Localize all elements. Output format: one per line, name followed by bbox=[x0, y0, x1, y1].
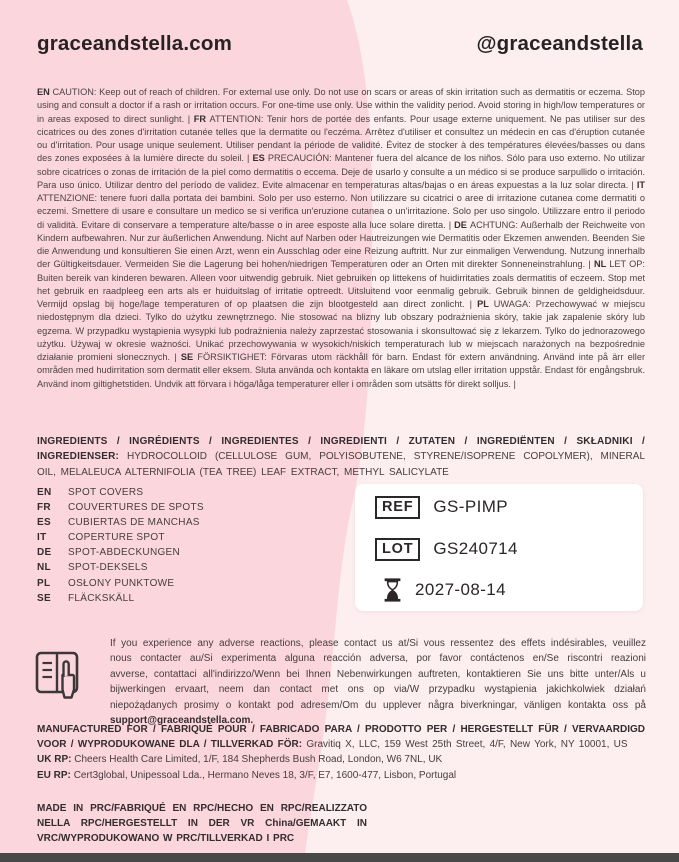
adverse-reactions-paragraph bbox=[110, 636, 646, 729]
caution-lang-code: DE bbox=[454, 219, 470, 230]
caution-lang-code: ES bbox=[252, 153, 268, 164]
product-name-lang-code: ES bbox=[37, 517, 51, 529]
support-email: support@graceandstella.com. bbox=[110, 715, 254, 727]
product-name-lang-code: PL bbox=[37, 577, 51, 589]
eu-rp-line bbox=[37, 768, 645, 783]
product-name-text: SPOT-ABDECKUNGEN bbox=[68, 547, 181, 559]
ref-symbol: REF bbox=[375, 496, 420, 519]
uk-rp-line bbox=[37, 752, 645, 767]
product-name-lang-code: DE bbox=[37, 547, 52, 559]
product-name-row bbox=[37, 502, 204, 517]
ingredients-paragraph bbox=[37, 434, 645, 480]
expiry-date: 2027-08-14 bbox=[415, 580, 506, 599]
brand-social-handle: @graceandstella bbox=[476, 32, 643, 55]
info-box bbox=[355, 484, 643, 611]
product-name-row bbox=[37, 547, 204, 562]
product-name-lang-code: FR bbox=[37, 502, 51, 514]
product-name-row bbox=[37, 517, 204, 532]
lot-row bbox=[375, 537, 518, 561]
uk-rp-address: Cheers Health Care Limited, 1/F, 184 Shepherds Bush Road, London, W6 7NL, UK bbox=[74, 754, 443, 766]
product-names-list bbox=[37, 487, 204, 608]
manufacturer-name-address: Gravitiq X, LLC, 159 West 25th Street, 4/F, New York, NY 10001, US bbox=[306, 739, 628, 751]
caution-lang-code: NL bbox=[593, 259, 610, 270]
product-name-row bbox=[37, 487, 204, 502]
ingredients-header-label: INGREDIENTS / INGRÉDIENTS / INGREDIENTES / INGREDIENTI / ZUTATEN / INGREDIËNTEN / SKŁADNIKI / INGREDIENSER: bbox=[37, 436, 645, 463]
product-name-lang-code: IT bbox=[37, 532, 47, 544]
ref-value: GS-PIMP bbox=[433, 497, 508, 516]
expiry-row bbox=[384, 578, 506, 602]
hourglass-icon bbox=[384, 578, 401, 602]
product-name-text: OSŁONY PUNKTOWE bbox=[68, 577, 175, 589]
product-name-lang-code: NL bbox=[37, 562, 51, 574]
adverse-reactions-text: If you experience any adverse reactions, please contact us at/Si vous ressentez des effets indésirables, veuillez nous contacter au/Si experimenta alguna reacción adversa, por favor contáctenos en/Se riscontri reazioni avverse, contattaci all'indirizzo/Wenn bei Ihnen Nebenwirkungen auftreten, kontaktieren Sie uns bitte unter/Als u bijwerkingen ervaart, neem dan contact met ons op via/W przypadku wystąpienia jakichkolwiek działań niepożądanych prosimy o kontakt pod adresem/Om du upplever några biverkningar, vänligen kontakta oss på bbox=[110, 638, 646, 711]
consult-instructions-booklet-icon bbox=[35, 651, 79, 705]
product-name-lang-code: EN bbox=[37, 487, 52, 498]
ref-row bbox=[375, 495, 508, 519]
caution-lang-code: PL bbox=[477, 299, 494, 310]
ingredients-value: HYDROCOLLOID (CELLULOSE GUM, POLYISOBUTENE, STYRENE/ISOPRENE COPOLYMER), MINERAL OIL, MELALEUCA ALTERNIFOLIA (TEA TREE) LEAF EXTRACT, METHYL SALICYLATE bbox=[37, 451, 645, 478]
eu-rp-address: Cert3global, Unipessoal Lda., Hermano Neves 18, 3/F, E7, 1600-477, Lisbon, Portugal bbox=[73, 769, 457, 781]
manufactured-for-label: MANUFACTURED FOR / FABRIQUÉ POUR / FABRICADO PARA / PRODOTTO PER / HERGESTELLT FÜR / VERVAARDIGD VOOR / WYPRODUKOWANE DLA / TILLVERKAD FÖR: bbox=[37, 724, 645, 751]
product-name-row bbox=[37, 578, 204, 593]
product-name-text: COUVERTURES DE SPOTS bbox=[68, 502, 204, 514]
caution-lang-code: SE bbox=[180, 352, 198, 363]
lot-symbol: LOT bbox=[375, 538, 420, 561]
product-name-text: SPOT-DEKSELS bbox=[68, 562, 148, 574]
bottom-edge-bar bbox=[0, 853, 679, 862]
product-name-row bbox=[37, 593, 204, 608]
uk-rp-label: UK RP: bbox=[37, 754, 72, 766]
manufacturer-block bbox=[37, 722, 645, 783]
product-name-text: CUBIERTAS DE MANCHAS bbox=[68, 517, 200, 529]
product-name-lang-code: SE bbox=[37, 592, 51, 604]
product-name-text: COPERTURE SPOT bbox=[68, 532, 165, 544]
made-in-paragraph: MADE IN PRC/FABRIQUÉ EN RPC/HECHO EN RPC/REALIZZATO NELLA RPC/HERGESTELLT IN DER VR China/GEMAAKT IN VRC/WYPRODUKOWANO W PRC/TILLVERKAD I PRC bbox=[37, 803, 367, 845]
caution-lang-code: EN bbox=[37, 87, 53, 98]
lot-value: GS240714 bbox=[433, 539, 518, 558]
product-name-row bbox=[37, 532, 204, 547]
caution-paragraph: EN CAUTION: Keep out of reach of children. For external use only. Do not use on scars or areas of skin irritation such as dermatitis or eczema. Stop using and consult a doctor if a rash or irritation occurs. For one-time use only. Use within the validity period. Avoid storing in high/low temperatures or in areas exposed to direct sunlight. | FR ATTENTION: Tenir hors de portée des enfants. Pour usage externe uniquement. Ne pas utiliser sur des cicatrices ou des zones d'irritation cutanée telles que la dermatite ou l'eczéma. Arrêtez d'utiliser et consultez un médecin en cas d'éruption cutanée ou d'irritation. Pour usage unique seulement. Utiliser pendant la période de validité. Évitez de stocker à des températures élevées/basses ou dans des zones exposées à la lumière directe du soleil. | ES PRECAUCIÓN: Mantener fuera del alcance de los niños. Sólo para uso externo. No utilizar sobre cicatrices o zonas de irritación de la piel como dermatitis o eccema. Deje de usarlo y consulte a un médico si se produce sarpullido o irritación. Para uso único. Utilizar dentro del período de validez. Evite almacenar en temperaturas altas/bajas o en áreas expuestas a la luz solar directa. | IT ATTENZIONE: tenere fuori dalla portata dei bambini. Solo per uso esterno. Non utilizzare su cicatrici o aree di irritazione cutanea come dermatiti o eczemi. Smettere di usare e consultare un medico se si verifica un'eruzione cutanea o un'irritazione. Solo per uso singolo. Utilizzare entro il periodo di validità. Evitare di conservare a temperature alte/basse o in aree esposte alla luce solare diretta. | DE ACHTUNG: Außerhalb der Reichweite von Kindern aufbewahren. Nur zur äußerlichen Anwendung. Nicht auf Narben oder Hautreizungen wie Dermatitis oder Ekzemen anwenden. Beenden Sie die Anwendung und konsultieren Sie einen Arzt, wenn ein Ausschlag oder eine Reizung auftritt. Nur zur einmaligen Verwendung. Nutzung innerhalb der Gültigkeitsdauer. Vermeiden Sie die Lagerung bei hohen/niedrigen Temperaturen oder an Orten mit direkter Sonneneinstrahlung. | NL LET OP: Buiten bereik van kinderen bewaren. Alleen voor uitwendig gebruik. Niet gebruiken op littekens of huidirritaties zoals dermatitis of eczeem. Stop met het gebruik en raadpleeg een arts als er huiduitslag of irritatie optreedt. Uitsluitend voor eenmalig gebruik. Gebruik binnen de geldigheidsduur. Vermijd opslag bij hoge/lage temperaturen of op plaatsen die zijn blootgesteld aan direct zonlicht. | PL UWAGA: Przechowywać w miejscu niedostępnym dla dzieci. Tylko do użytku zewnętrznego. Nie stosować na blizny lub obszary podrażnienia skóry, takie jak zapalenie skóry lub egzema. W przypadku wystąpienia wysypki lub podrażnienia należy zaprzestać stosowania i skonsultować się z lekarzem. Tylko do jednorazowego użytku. Używaj w okresie ważności. Unikać przechowywania w wysokich/niskich temperaturach lub w miejscach narażonych na bezpośrednie działanie promieni słonecznych. | SE FÖRSIKTIGHET: Förvaras utom räckhåll för barn. Endast för extern användning. Använd inte på ärr eller områden med hudirritation som dermatit eller eksem. Sluta använda och kontakta en läkare om utslag eller irritation uppstår. Endast för engångsbruk. Använd inom giltighetstiden. Undvik att förvara i höga/låga temperaturer eller i områden som utsätts för direkt solljus. | bbox=[37, 87, 646, 389]
caution-lang-code: IT bbox=[636, 179, 645, 190]
product-name-text: SPOT COVERS bbox=[68, 487, 144, 498]
product-name-text: FLÄCKSKÄLL bbox=[68, 592, 135, 604]
product-name-row bbox=[37, 562, 204, 577]
eu-rp-label: EU RP: bbox=[37, 769, 71, 781]
brand-website: graceandstella.com bbox=[37, 32, 233, 55]
caution-lang-code: FR bbox=[193, 113, 210, 124]
manufactured-for-line bbox=[37, 722, 645, 752]
